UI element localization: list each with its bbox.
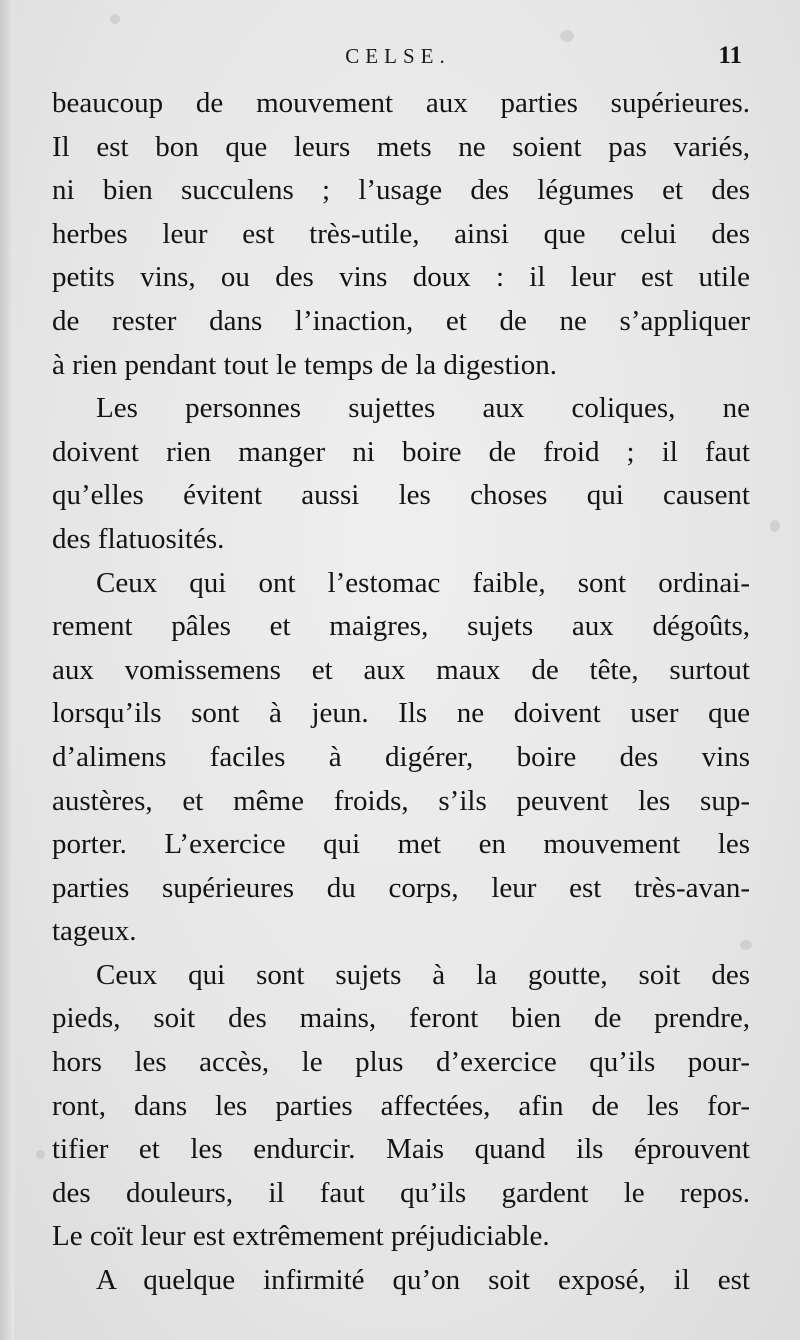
page-header — [52, 44, 744, 74]
text-line: hors les accès, le plus d’exercice qu’ils pour- — [52, 1046, 750, 1079]
text-line: ni bien succulens ; l’usage des légumes et des — [52, 174, 750, 207]
text-line: tageux. — [52, 915, 137, 948]
text-line: rement pâles et maigres, sujets aux dégoûts, — [52, 610, 750, 643]
text-line: aux vomissemens et aux maux de tête, surtout — [52, 653, 750, 686]
page-binding-edge — [0, 0, 14, 1340]
paper-spot — [110, 14, 120, 24]
text-line: tifier et les endurcir. Mais quand ils éprouvent — [52, 1133, 750, 1166]
text-line: porter. L’exercice qui met en mouvement les — [52, 828, 750, 861]
text-line: à rien pendant tout le temps de la digestion. — [52, 348, 557, 381]
text-line: Le coït leur est extrêmement préjudiciable. — [52, 1220, 550, 1253]
text-line: pieds, soit des mains, feront bien de prendre, — [52, 1002, 750, 1035]
text-line: des douleurs, il faut qu’ils gardent le repos. — [52, 1176, 750, 1209]
body-text — [52, 82, 750, 1303]
text-line: ront, dans les parties affectées, afin de les for- — [52, 1089, 750, 1122]
text-line: petits vins, ou des vins doux : il leur est utile — [52, 261, 750, 294]
paper-spot — [770, 520, 780, 532]
text-line: Ceux qui ont l’estomac faible, sont ordinai- — [96, 566, 750, 599]
text-line: Ceux qui sont sujets à la goutte, soit des — [96, 958, 750, 991]
text-line: A quelque infirmité qu’on soit exposé, il est — [96, 1264, 750, 1297]
text-line: qu’elles évitent aussi les choses qui causent — [52, 479, 750, 512]
text-line: beaucoup de mouvement aux parties supérieures. — [52, 87, 750, 119]
text-line: herbes leur est très-utile, ainsi que celui des — [52, 217, 750, 250]
text-line: austères, et même froids, s’ils peuvent les sup- — [52, 784, 750, 817]
text-line: de rester dans l’inaction, et de ne s’appliquer — [52, 304, 750, 337]
text-line: Les personnes sujettes aux coliques, ne — [96, 392, 750, 425]
running-title: CELSE. — [345, 44, 451, 68]
paper-spot — [36, 1150, 45, 1159]
text-line: doivent rien manger ni boire de froid ; il faut — [52, 435, 750, 468]
text-line: Il est bon que leurs mets ne soient pas variés, — [52, 130, 750, 163]
page-number: 11 — [718, 42, 742, 69]
paper-spot — [560, 30, 574, 42]
text-line: lorsqu’ils sont à jeun. Ils ne doivent user que — [52, 697, 750, 730]
text-line: parties supérieures du corps, leur est très-avan- — [52, 871, 750, 904]
text-line: des flatuosités. — [52, 522, 225, 555]
text-line: d’alimens faciles à digérer, boire des vins — [52, 740, 750, 773]
